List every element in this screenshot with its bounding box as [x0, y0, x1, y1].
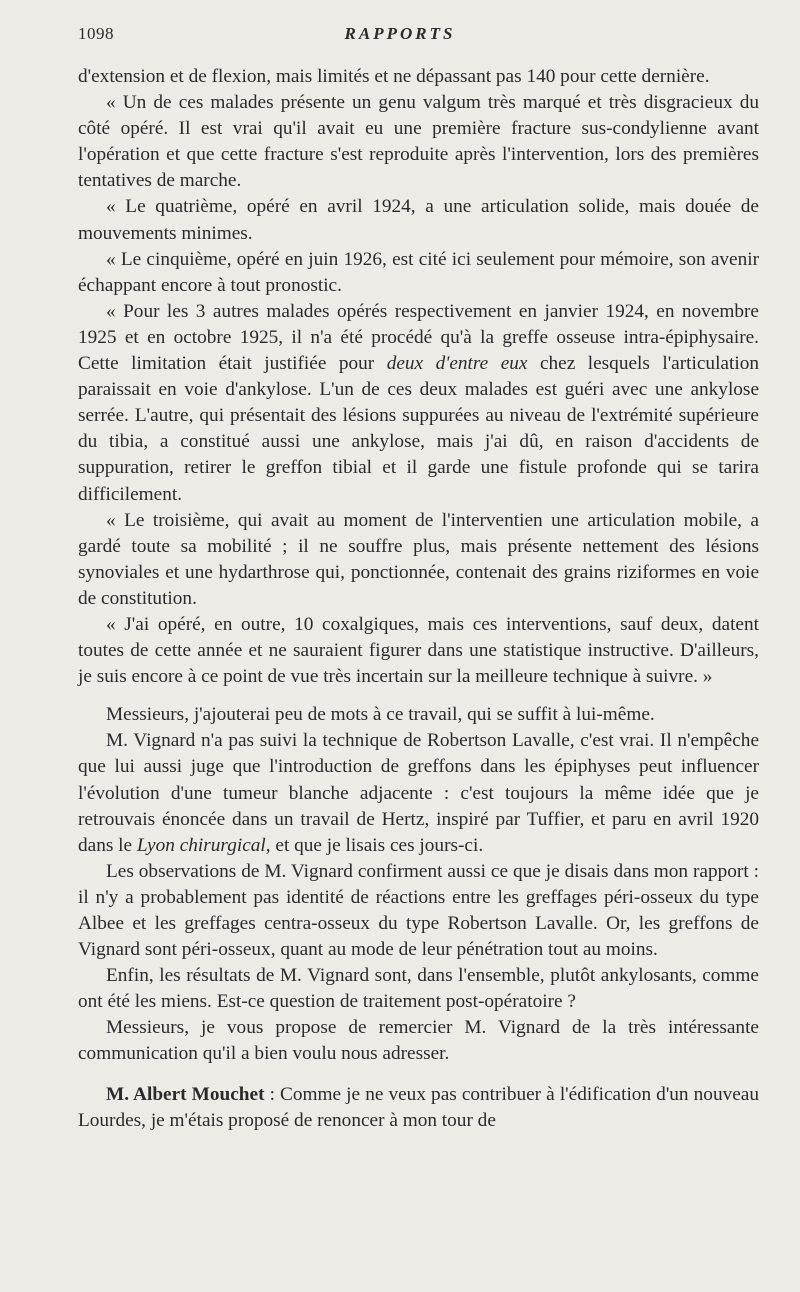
emphasis: deux d'entre eux: [386, 353, 528, 375]
paragraph: [78, 728, 759, 858]
paragraph: Les observations de M. Vignard confirment aussi ce que je disais dans mon rapport : il n'y a probablement pas identité de réactions entre les greffages péri-osseux du type Albee et les greffages centra-osseux du type Robertson Lavalle. Or, les greffons de Vignard sont péri-osseux, quant au mode de leur pénétration tout au moins.: [78, 860, 759, 961]
section-gap: [78, 690, 759, 702]
paragraph-text: M. Vignard n'a pas suivi la technique de Robertson Lavalle, c'est vrai. Il n'empêche que lui aussi juge que l'introduction de greffons dans les épiphyses peut influencer l'évolution d'une tumeur blanche adjacente : c'est toujours la même idée que je retrouvais énoncée dans un travail de Hertz, inspiré par Tuffier, et paru en avril 1920 dans le: [78, 730, 759, 856]
paragraph: « J'ai opéré, en outre, 10 coxalgiques, mais ces interventions, sauf deux, datent toutes de cette année et ne sauraient figurer dans une statistique instructive. D'ailleurs, je suis encore à ce point de vue très incertain sur la meilleure technique à suivre. »: [78, 613, 759, 688]
paragraph-text: , et que je lisais ces jours-ci.: [265, 834, 484, 856]
page-number: 1098: [78, 24, 114, 43]
section-gap: [78, 1068, 759, 1082]
paragraph: « Le quatrième, opéré en avril 1924, a une articulation solide, mais douée de mouvements minimes.: [78, 196, 759, 244]
journal-title: Lyon chirurgical: [136, 834, 266, 856]
paragraph-text: : Comme je ne veux pas contribuer à l'édification d'un nouveau Lourdes, je m'étais proposé de renoncer à mon tour de: [78, 1083, 759, 1131]
paragraph-text: chez lesquels l'articulation paraissait en voie d'ankylose. L'un de ces deux malades est guéri avec une ankylose serrée. L'autre, qui présentait des lésions suppurées au niveau de l'extrémité supérieure du tibia, a constitué aussi une ankylose, mais j'ai dû, en raison d'accidents de suppuration, retirer le greffon tibial et il garde une fistule profonde qui se tarira difficilement.: [78, 353, 759, 505]
page-header: [60, 24, 740, 52]
running-title: RAPPORTS: [344, 24, 456, 43]
paragraph: [78, 299, 759, 508]
paragraph: Messieurs, j'ajouterai peu de mots à ce travail, qui se suffit à lui-même.: [106, 704, 655, 726]
paragraph: « Le cinquième, opéré en juin 1926, est cité ici seulement pour mémoire, son avenir échappant encore à tout pronostic.: [78, 248, 759, 296]
paragraph-text: « Pour les 3 autres malades opérés respectivement en janvier 1924, en novembre 1925 et en octobre 1925, il n'a été procédé qu'à la greffe osseuse intra-épiphysaire. Cette limitation était justifiée pour: [78, 300, 759, 375]
paragraph: « Le troisième, qui avait au moment de l'interventien une articulation mobile, a gardé toute sa mobilité ; il ne souffre plus, mais présente nettement des lésions synoviales et une hydarthrose qui, ponctionnée, contenait des grains riziformes en voie de constitution.: [78, 509, 759, 609]
speaker-name: M. Albert Mouchet: [106, 1083, 265, 1105]
paragraph: d'extension et de flexion, mais limités et ne dépassant pas 140 pour cette dernière.: [78, 66, 710, 87]
paragraph: Enfin, les résultats de M. Vignard sont, dans l'ensemble, plutôt ankylosants, comme ont été les miens. Est-ce question de traitement post-opératoire ?: [78, 965, 759, 1013]
paragraph: Messieurs, je vous propose de remercier M. Vignard de la très intéressante communication qu'il a bien voulu nous adresser.: [78, 1017, 759, 1065]
paragraph: [78, 1082, 759, 1134]
body-text: [78, 64, 759, 1134]
paragraph: « Un de ces malades présente un genu valgum très marqué et très disgracieux du côté opéré. Il est vrai qu'il avait eu une première fracture sus-condylienne avant l'opération et que cette fracture s'est reproduite après l'intervention, lors des premières tentatives de marche.: [78, 92, 759, 192]
